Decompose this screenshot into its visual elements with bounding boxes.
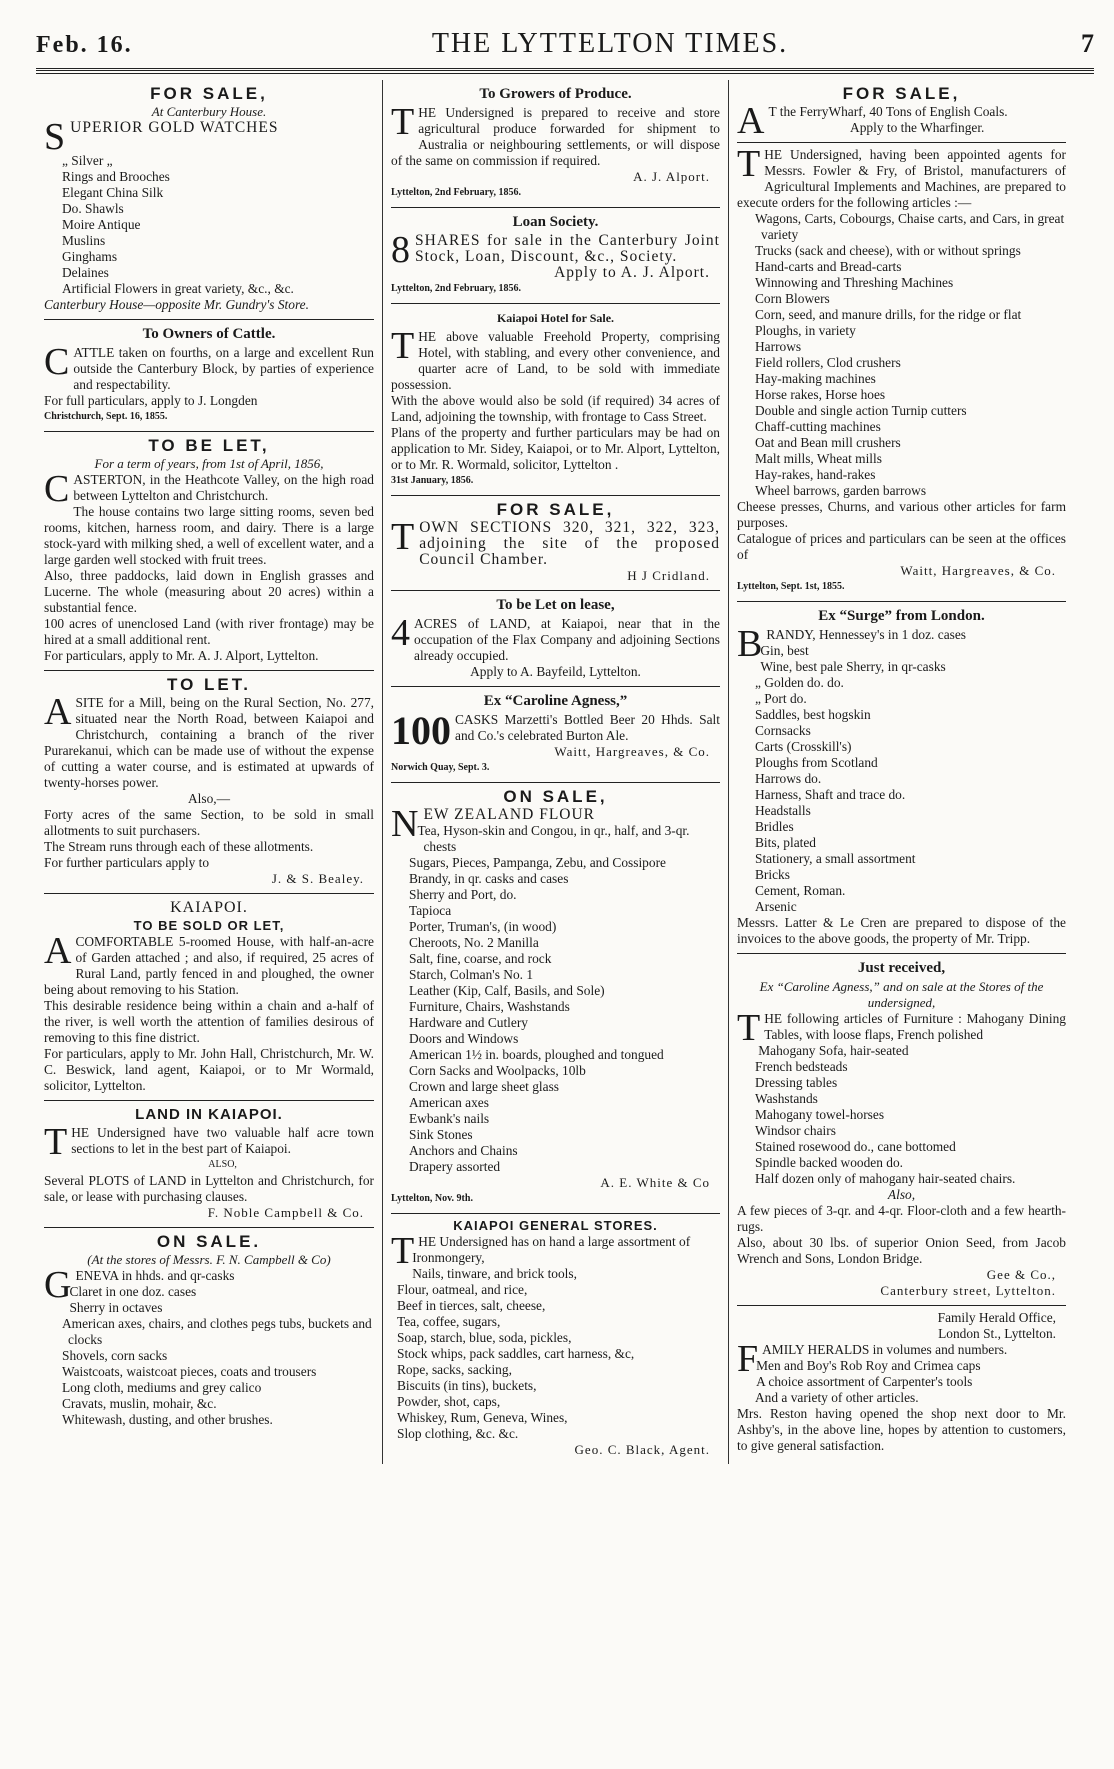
drop-cap: T bbox=[737, 1007, 761, 1049]
ad-paragraph: 100 acres of unenclosed Land (with river frontage) may be hired at a small additional rent. bbox=[44, 616, 374, 647]
list-item: Trucks (sack and cheese), with or without springs bbox=[755, 243, 1021, 258]
list-item: Ewbank's nails bbox=[409, 1111, 490, 1126]
list-item: Sherry in octaves bbox=[69, 1300, 163, 1315]
list-item: Hardware and Cutlery bbox=[409, 1015, 528, 1030]
ad-heading: Just received, bbox=[857, 960, 946, 976]
drop-cap: T bbox=[391, 516, 416, 558]
list-item: Washstands bbox=[755, 1091, 818, 1106]
drop-cap: N bbox=[391, 803, 420, 845]
list-item: Stained rosewood do., cane bottomed bbox=[755, 1139, 956, 1154]
list-item: Sugars, Pieces, Pampanga, Zebu, and Cossipore bbox=[409, 855, 666, 870]
ad-caroline-agness-beer bbox=[391, 687, 720, 783]
ad-signature: Geo. C. Black, Agent. bbox=[574, 1442, 710, 1457]
list-item: Mahogany towel-horses bbox=[755, 1107, 885, 1122]
masthead bbox=[36, 28, 1094, 68]
ad-loan-society bbox=[391, 208, 720, 304]
list-item: Biscuits (in tins), buckets, bbox=[397, 1378, 537, 1393]
list-item: Corn, seed, and manure drills, for the ridge or flat bbox=[755, 307, 1022, 322]
list-item: Do. Shawls bbox=[62, 201, 124, 216]
drop-cap: A bbox=[737, 100, 765, 142]
ad-heading: Ex “Surge” from London. bbox=[818, 608, 985, 624]
ad-subheading: TO BE SOLD OR LET, bbox=[133, 918, 285, 933]
list-item: Half dozen only of mahogany hair-seated chairs. bbox=[755, 1171, 1016, 1186]
list-item: Leather (Kip, Calf, Basils, and Sole) bbox=[409, 983, 605, 998]
ad-also: Also, bbox=[887, 1187, 916, 1202]
drop-cap: T bbox=[44, 1121, 68, 1163]
ad-paragraph: Mrs. Reston having opened the shop next door to Mr. Ashby's, in the above line, hopes by attention to customers, to give general satisfaction. bbox=[737, 1406, 1066, 1453]
list-item: Gin, best bbox=[760, 643, 809, 658]
ad-paragraph: Catalogue of prices and particulars can be seen at the offices of bbox=[737, 531, 1066, 562]
list-item: Horse rakes, Horse hoes bbox=[755, 387, 886, 402]
ad-paragraph: With the above would also be sold (if required) 34 acres of Land, adjoining the township, with frontage to Cass Street. bbox=[391, 393, 720, 424]
list-item: Muslins bbox=[62, 233, 106, 248]
list-item: French bedsteads bbox=[755, 1059, 848, 1074]
list-item: Powder, shot, caps, bbox=[397, 1394, 501, 1409]
item-list bbox=[737, 1358, 1066, 1406]
ad-fowler-fry-agents bbox=[737, 143, 1066, 602]
list-item: „ Silver „ bbox=[62, 153, 113, 168]
ad-body: AMILY HERALDS in volumes and numbers. bbox=[762, 1342, 1008, 1357]
list-item: Arsenic bbox=[755, 899, 797, 914]
list-item: Drapery assorted bbox=[409, 1159, 501, 1174]
ad-line: ENEVA in hhds. and qr-casks bbox=[75, 1268, 235, 1283]
item-list bbox=[737, 1043, 1066, 1187]
list-item: Anchors and Chains bbox=[409, 1143, 518, 1158]
list-item: American 1½ in. boards, ploughed and tongued bbox=[409, 1047, 664, 1062]
list-item: Ironmongery, bbox=[412, 1250, 485, 1265]
list-item: A choice assortment of Carpenter's tools bbox=[756, 1374, 973, 1389]
list-item: „ Golden do. do. bbox=[755, 675, 844, 690]
ad-to-let-mill-site bbox=[44, 671, 374, 894]
list-item: Men and Boy's Rob Roy and Crimea caps bbox=[756, 1358, 981, 1373]
ad-to-be-let-casterton bbox=[44, 432, 374, 671]
list-item: Salt, fine, coarse, and rock bbox=[409, 951, 552, 966]
ad-also: ALSO, bbox=[208, 1159, 237, 1170]
list-item: American axes, chairs, and clothes pegs tubs, buckets and clocks bbox=[62, 1316, 372, 1347]
drop-cap: C bbox=[44, 341, 70, 383]
list-item: Long cloth, mediums and grey calico bbox=[62, 1380, 262, 1395]
ad-body: HE Undersigned is prepared to receive and store agricultural produce forwarded for shipment to Australia or neighbouring settlements, or will dispose of the same on commission if required. bbox=[391, 105, 720, 168]
ad-subheading: For a term of years, from 1st of April, 1856, bbox=[94, 456, 324, 471]
ad-paragraph: This desirable residence being within a chain and a-half of the river, is well worth the attention of families desirous of removing to this fine district. bbox=[44, 998, 374, 1045]
list-item: Brandy, in qr. casks and cases bbox=[409, 871, 569, 886]
drop-cap: 4 bbox=[391, 612, 410, 654]
ad-line: Apply to A. Bayfeild, Lyttelton. bbox=[470, 664, 641, 679]
list-item: Starch, Colman's No. 1 bbox=[409, 967, 534, 982]
list-item: Wheel barrows, garden barrows bbox=[755, 483, 927, 498]
column-1 bbox=[36, 80, 382, 1464]
ad-line: RANDY, Hennessey's in 1 doz. cases bbox=[766, 627, 967, 642]
drop-cap: 8 bbox=[391, 229, 411, 271]
item-list bbox=[391, 823, 720, 1175]
list-item: Cement, Roman. bbox=[755, 883, 846, 898]
drop-cap: A bbox=[44, 930, 72, 972]
ad-signature: Gee & Co., bbox=[986, 1267, 1056, 1282]
list-item: Bits, plated bbox=[755, 835, 816, 850]
list-item: Wagons, Carts, Cobourgs, Chaise carts, and Cars, in great variety bbox=[755, 211, 1065, 242]
list-item: Delaines bbox=[62, 265, 109, 280]
ad-heading: Ex “Caroline Agness,” bbox=[483, 693, 628, 709]
drop-cap: G bbox=[44, 1264, 72, 1306]
ad-body: COMFORTABLE 5-roomed House, with half-an-acre of Garden attached ; and also, if required, 25 acres of Rural Land, partly fenced in and ploughed, the owner being about removing to his Station. bbox=[44, 934, 374, 997]
ad-body: HE following articles of Furniture : Mahogany Dining Tables, with loose flaps, French polished bbox=[764, 1011, 1066, 1042]
ad-address: Canterbury street, Lyttelton. bbox=[880, 1283, 1056, 1298]
drop-cap: T bbox=[737, 143, 761, 185]
ad-body: ATTLE taken on fourths, on a large and excellent Run outside the Canterbury Block, by parties of experience and respectability. bbox=[73, 345, 374, 392]
ad-paragraph: Also, about 30 lbs. of superior Onion Seed, from Jacob Wrench and Sons, London Bridge. bbox=[737, 1235, 1066, 1266]
drop-cap: T bbox=[391, 325, 415, 367]
list-item: Chaff-cutting machines bbox=[755, 419, 881, 434]
ad-body: T the FerryWharf, 40 Tons of English Coals. bbox=[768, 104, 1008, 119]
list-item: Elegant China Silk bbox=[62, 185, 164, 200]
dateline: Lyttelton, 2nd February, 1856. bbox=[391, 187, 522, 198]
list-item: Spindle backed wooden do. bbox=[755, 1155, 904, 1170]
ad-body: OWN SECTIONS 320, 321, 322, 323, adjoining the site of the proposed Council Chamber. bbox=[419, 519, 720, 568]
ad-paragraph: The house contains two large sitting rooms, seven bed rooms, kitchen, harness room, and dairy. There is a large stock-yard with milking shed, a well of excellent water, and a large garden well stocked with fruit trees. bbox=[44, 504, 374, 567]
list-item: Cheroots, No. 2 Manilla bbox=[409, 935, 539, 950]
list-item: Harness, Shaft and trace do. bbox=[755, 787, 906, 802]
dateline: Lyttelton, 2nd February, 1856. bbox=[391, 283, 522, 294]
drop-cap: 100 bbox=[391, 708, 451, 753]
dateline: Christchurch, Sept. 16, 1855. bbox=[44, 411, 168, 422]
ad-body: ASTERTON, in the Heathcote Valley, on the high road between Lyttelton and Christchurch. bbox=[73, 472, 374, 503]
ad-line: For full particulars, apply to J. Longden bbox=[44, 393, 258, 408]
page-number: 7 bbox=[1081, 29, 1094, 58]
ad-land-in-kaiapoi bbox=[44, 1101, 374, 1228]
list-item: Hay-making machines bbox=[755, 371, 876, 386]
list-item: Double and single action Turnip cutters bbox=[755, 403, 967, 418]
drop-cap: A bbox=[44, 691, 72, 733]
ad-paragraph: For particulars, apply to Mr. A. J. Alport, Lyttelton. bbox=[44, 648, 319, 663]
dateline: Lyttelton, Sept. 1st, 1855. bbox=[737, 581, 845, 592]
dateline: Norwich Quay, Sept. 3. bbox=[391, 762, 490, 773]
ad-heading: FOR SALE, bbox=[496, 500, 615, 519]
ad-signature: A. J. Alport. bbox=[633, 169, 710, 184]
list-item: Bricks bbox=[755, 867, 790, 882]
ad-paragraph: The Stream runs through each of these allotments. bbox=[44, 839, 314, 854]
ad-line: Apply to A. J. Alport. bbox=[554, 264, 710, 281]
ad-heading: ON SALE, bbox=[503, 787, 608, 806]
ad-line: UPERIOR GOLD WATCHES bbox=[70, 119, 279, 136]
ad-kaiapoi-house bbox=[44, 894, 374, 1101]
list-item: Whiskey, Rum, Geneva, Wines, bbox=[397, 1410, 568, 1425]
ad-paragraph: Several PLOTS of LAND in Lyttelton and Christchurch, for sale, or lease with purchasing clauses. bbox=[44, 1173, 374, 1204]
drop-cap: S bbox=[44, 116, 67, 158]
item-list bbox=[44, 153, 374, 297]
ad-paragraph: A few pieces of 3-qr. and 4-qr. Floor-cloth and a few hearth-rugs. bbox=[737, 1203, 1066, 1234]
ad-for-sale-coals bbox=[737, 80, 1066, 143]
ad-on-sale-white bbox=[391, 783, 720, 1214]
list-item: Corn Blowers bbox=[755, 291, 830, 306]
ad-heading: LAND IN KAIAPOI. bbox=[135, 1106, 283, 1123]
column-3 bbox=[728, 80, 1074, 1464]
ad-paragraph: Messrs. Latter & Le Cren are prepared to dispose of the invoices to the above goods, the property of Mr. Tripp. bbox=[737, 915, 1066, 946]
list-item: Shovels, corn sacks bbox=[62, 1348, 168, 1363]
masthead-rule bbox=[36, 68, 1094, 74]
ad-body: HE Undersigned, having been appointed agents for Messrs. Fowler & Fry, of Bristol, manufacturers of Agricultural Implements and Machines, are prepared to execute orders for the following articles :— bbox=[737, 147, 1066, 210]
ad-heading: FOR SALE, bbox=[150, 84, 268, 103]
ad-line: EW ZEALAND FLOUR bbox=[423, 806, 596, 823]
ad-subheading: Ex “Caroline Agness,” and on sale at the Stores of the undersigned, bbox=[759, 979, 1044, 1010]
ad-heading: To be Let on lease, bbox=[496, 597, 615, 613]
ad-paragraph: Plans of the property and further particulars may be had on application to Mr. Sidey, Kaiapoi, or to Mr. Alport, Lyttelton, or to Mr. R. Wormald, solicitor, Lyttelton . bbox=[391, 425, 720, 472]
list-item: Sink Stones bbox=[409, 1127, 473, 1142]
list-item: Mahogany Sofa, hair-seated bbox=[758, 1043, 909, 1058]
list-item: Crown and large sheet glass bbox=[409, 1079, 559, 1094]
list-item: Hay-rakes, hand-rakes bbox=[755, 467, 876, 482]
list-item: Carts (Crosskill's) bbox=[755, 739, 852, 754]
ad-paragraph: Forty acres of the same Section, to be sold in small allotments to suit purchasers. bbox=[44, 807, 374, 838]
list-item: Bridles bbox=[755, 819, 794, 834]
ad-body: HE Undersigned has on hand a large assortment of bbox=[418, 1234, 691, 1249]
list-item: Malt mills, Wheat mills bbox=[755, 451, 882, 466]
list-item: Ginghams bbox=[62, 249, 118, 264]
ad-heading: Loan Society. bbox=[512, 214, 599, 230]
list-item: And a variety of other articles. bbox=[755, 1390, 919, 1405]
list-item: „ Port do. bbox=[755, 691, 807, 706]
ad-growers-of-produce bbox=[391, 80, 720, 208]
list-item: Windsor chairs bbox=[755, 1123, 836, 1138]
list-item: Artificial Flowers in great variety, &c., &c. bbox=[62, 281, 294, 296]
item-list bbox=[737, 643, 1066, 915]
list-item: Nails, tinware, and brick tools, bbox=[412, 1266, 577, 1281]
list-item: Ploughs from Scotland bbox=[755, 755, 878, 770]
ad-body: HE above valuable Freehold Property, comprising Hotel, with stabling, and every other convenience, and quarter acre of Land, to be sold with immediate possession. bbox=[391, 329, 720, 392]
ad-subheading: At Canterbury House. bbox=[151, 104, 267, 119]
list-item: Harrows bbox=[755, 339, 802, 354]
ad-heading: KAIAPOI GENERAL STORES. bbox=[453, 1218, 658, 1233]
ad-signature: H J Cridland. bbox=[627, 568, 710, 583]
ad-body: HE Undersigned have two valuable half acre town sections to let in the best part of Kaiapoi. bbox=[71, 1125, 374, 1156]
list-item: Corn Sacks and Woolpacks, 10lb bbox=[409, 1063, 586, 1078]
ad-heading: To Owners of Cattle. bbox=[142, 326, 276, 342]
list-item: Headstalls bbox=[755, 803, 811, 818]
list-item: Furniture, Chairs, Washstands bbox=[409, 999, 570, 1014]
list-item: Tea, coffee, sugars, bbox=[397, 1314, 501, 1329]
ad-footer: Canterbury House—opposite Mr. Gundry's Store. bbox=[44, 297, 309, 312]
drop-cap: T bbox=[391, 1230, 415, 1272]
dateline: Lyttelton, Nov. 9th. bbox=[391, 1193, 473, 1204]
ad-owners-of-cattle bbox=[44, 320, 374, 432]
ad-paragraph: For particulars, apply to Mr. John Hall, Christchurch, Mr. W. C. Beswick, land agent, Kaiapoi, or to Mr Wormald, solicitor, Lyttelton. bbox=[44, 1046, 374, 1093]
ad-just-received-furniture bbox=[737, 954, 1066, 1306]
ad-kaiapoi-general-stores bbox=[391, 1214, 720, 1464]
list-item: Beef in tierces, salt, cheese, bbox=[397, 1298, 546, 1313]
ad-heading: TO BE LET, bbox=[148, 436, 270, 455]
list-item: Porter, Truman's, (in wood) bbox=[409, 919, 557, 934]
drop-cap: B bbox=[737, 623, 763, 665]
list-item: American axes bbox=[409, 1095, 489, 1110]
office-address: London St., Lyttelton. bbox=[938, 1326, 1056, 1341]
list-item: Flour, oatmeal, and rice, bbox=[397, 1282, 528, 1297]
ad-signature: Waitt, Hargreaves, & Co. bbox=[900, 563, 1056, 578]
list-item: Waistcoats, waistcoat pieces, coats and trousers bbox=[62, 1364, 317, 1379]
newspaper-title: THE LYTTELTON TIMES. bbox=[431, 28, 789, 59]
ad-for-sale-canterbury-house bbox=[44, 80, 374, 320]
ad-heading: KAIAPOI. bbox=[170, 899, 248, 916]
ad-heading: To Growers of Produce. bbox=[479, 86, 632, 102]
list-item: Tapioca bbox=[409, 903, 452, 918]
drop-cap: C bbox=[44, 468, 70, 510]
ad-signature: J. & S. Bealey. bbox=[271, 871, 364, 886]
list-item: Moire Antique bbox=[62, 217, 141, 232]
issue-date: Feb. 16. bbox=[36, 32, 133, 58]
ad-heading: Kaiapoi Hotel for Sale. bbox=[496, 311, 615, 325]
list-item: Winnowing and Threshing Machines bbox=[755, 275, 954, 290]
ad-body: CASKS Marzetti's Bottled Beer 20 Hhds. Salt and Co.'s celebrated Burton Ale. bbox=[455, 712, 720, 743]
office-name: Family Herald Office, bbox=[937, 1310, 1056, 1325]
ad-signature: Waitt, Hargreaves, & Co. bbox=[554, 744, 710, 759]
ad-signature: F. Noble Campbell & Co. bbox=[207, 1205, 364, 1220]
ad-heading: ON SALE. bbox=[156, 1232, 262, 1251]
list-item: Saddles, best hogskin bbox=[755, 707, 871, 722]
list-item: Cornsacks bbox=[755, 723, 811, 738]
list-item: Stationery, a small assortment bbox=[755, 851, 916, 866]
item-list bbox=[737, 211, 1066, 499]
ad-let-on-lease bbox=[391, 591, 720, 687]
list-item: Rings and Brooches bbox=[62, 169, 170, 184]
drop-cap: F bbox=[737, 1338, 759, 1380]
list-item: Tea, Hyson-skin and Congou, in qr., half, and 3-qr. chests bbox=[417, 823, 690, 854]
column-2 bbox=[382, 80, 728, 1464]
ad-body: SITE for a Mill, being on the Rural Section, No. 277, situated near the North Road, between Kaiapoi and Christchurch, containing a branch of the river Purarekanui, which can be made use of without the expense of cutting a water course, and is estimated at upwards of twenty-horses power. bbox=[44, 695, 374, 790]
list-item: Stock whips, pack saddles, cart harness, &c, bbox=[397, 1346, 635, 1361]
ad-family-herald bbox=[737, 1306, 1066, 1460]
ad-signature: A. E. White & Co bbox=[600, 1175, 710, 1190]
ad-ex-surge bbox=[737, 602, 1066, 954]
dateline: 31st January, 1856. bbox=[391, 475, 474, 486]
list-item: Doors and Windows bbox=[409, 1031, 519, 1046]
ad-body: SHARES for sale in the Canterbury Joint Stock, Loan, Discount, &c., Society. bbox=[415, 232, 720, 265]
list-item: Sherry and Port, do. bbox=[409, 887, 517, 902]
ad-body: ACRES of LAND, at Kaiapoi, near that in the occupation of the Flax Company and adjoining Sections already occupied. bbox=[414, 616, 720, 663]
list-item: Hand-carts and Bread-carts bbox=[755, 259, 902, 274]
ad-also: Also,— bbox=[187, 791, 231, 806]
list-item: Slop clothing, &c. &c. bbox=[397, 1426, 519, 1441]
list-item: Dressing tables bbox=[755, 1075, 838, 1090]
list-item: Field rollers, Clod crushers bbox=[755, 355, 901, 370]
list-item: Rope, sacks, sacking, bbox=[397, 1362, 512, 1377]
ad-subheading: (At the stores of Messrs. F. N. Campbell & Co) bbox=[87, 1252, 331, 1267]
ad-paragraph: For further particulars apply to bbox=[44, 855, 210, 870]
drop-cap: T bbox=[391, 101, 415, 143]
ad-heading: TO LET. bbox=[167, 675, 251, 694]
ad-kaiapoi-hotel bbox=[391, 304, 720, 496]
ad-town-sections bbox=[391, 496, 720, 591]
item-list bbox=[391, 1250, 720, 1442]
ad-line: Apply to the Wharfinger. bbox=[850, 120, 985, 135]
ad-paragraph: Also, three paddocks, laid down in English grasses and Lucerne. The whole (measuring about 20 acres) within a substantial fence. bbox=[44, 568, 374, 615]
list-item: Wine, best pale Sherry, in qr-casks bbox=[760, 659, 946, 674]
list-item: Cravats, muslin, mohair, &c. bbox=[62, 1396, 217, 1411]
ad-paragraph: Cheese presses, Churns, and various other articles for farm purposes. bbox=[737, 499, 1066, 530]
ad-heading: FOR SALE, bbox=[842, 84, 961, 103]
list-item: Ploughs, in variety bbox=[755, 323, 856, 338]
list-item: Harrows do. bbox=[755, 771, 822, 786]
item-list bbox=[44, 1284, 374, 1428]
list-item: Soap, starch, blue, soda, pickles, bbox=[397, 1330, 572, 1345]
list-item: Oat and Bean mill crushers bbox=[755, 435, 901, 450]
list-item: Whitewash, dusting, and other brushes. bbox=[62, 1412, 273, 1427]
list-item: Claret in one doz. cases bbox=[69, 1284, 197, 1299]
ad-on-sale-campbell bbox=[44, 1228, 374, 1434]
